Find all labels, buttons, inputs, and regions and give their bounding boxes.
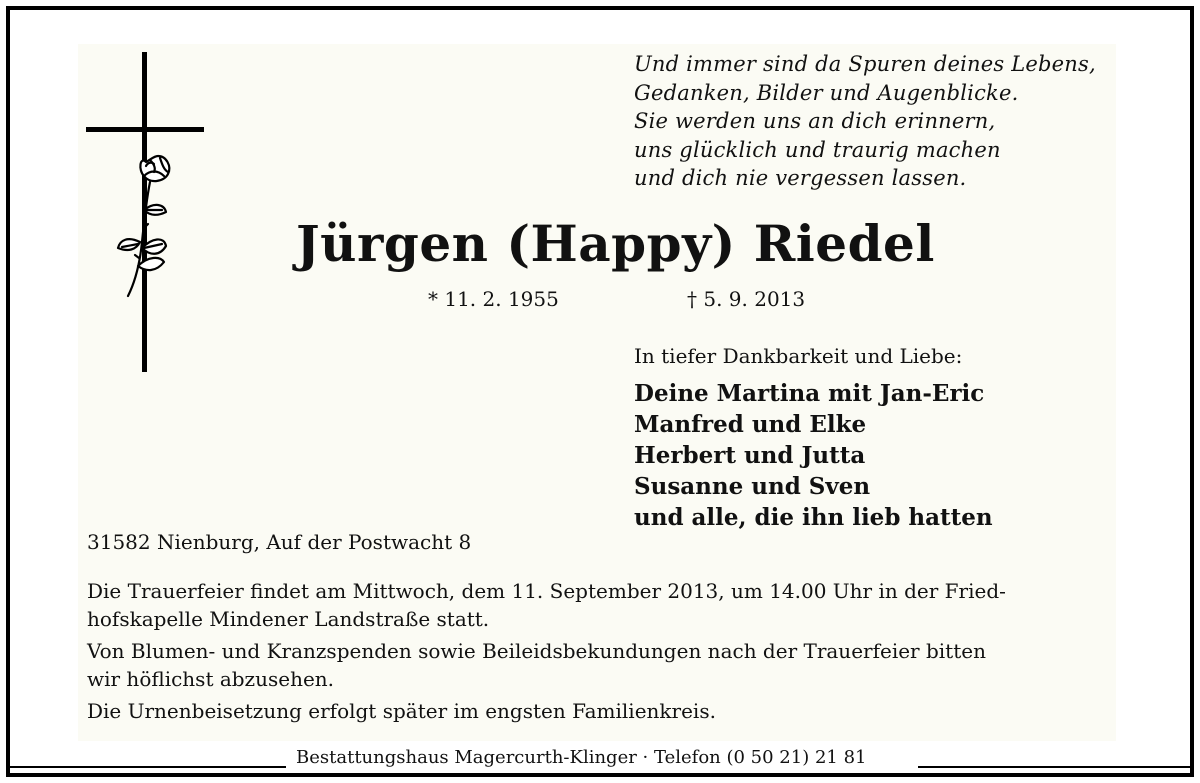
death-date: † 5. 9. 2013: [687, 287, 806, 311]
address: 31582 Nienburg, Auf der Postwacht 8: [87, 530, 472, 554]
mourner-name: Susanne und Sven: [634, 473, 871, 500]
mourner-name: Manfred und Elke: [634, 411, 867, 438]
funeral-notice: [87, 577, 1117, 725]
poem-line: Und immer sind da Spuren deines Lebens,: [634, 52, 1096, 76]
funeral-home-contact: Bestattungshaus Magercurth-Klinger · Telefon (0 50 21) 21 81: [296, 747, 867, 768]
deceased-name: Jürgen (Happy) Riedel: [296, 214, 935, 273]
birth-date: * 11. 2. 1955: [428, 287, 559, 311]
mourner-name: Herbert und Jutta: [634, 442, 866, 469]
notice-line: hofskapelle Mindener Landstraße statt.: [87, 607, 490, 631]
poem-line: Sie werden uns an dich erinnern,: [634, 109, 996, 133]
poem-line: Gedanken, Bilder und Augenblicke.: [634, 80, 1019, 105]
notice-line: wir höflichst abzusehen.: [87, 667, 335, 691]
footer-rule-right: [918, 766, 1190, 768]
poem-line: und dich nie vergessen lassen.: [634, 166, 967, 190]
mourner-name: und alle, die ihn lieb hatten: [634, 504, 993, 531]
mourner-name: Deine Martina mit Jan-Eric: [634, 380, 985, 407]
mourners-intro: In tiefer Dankbarkeit und Liebe:: [634, 344, 963, 368]
footer-rule-left: [10, 766, 286, 768]
notice-line: Die Trauerfeier findet am Mittwoch, dem 11. September 2013, um 14.00 Uhr in der Fried-: [87, 579, 1006, 603]
poem: [634, 50, 1096, 193]
notice-line: Von Blumen- und Kranzspenden sowie Beileidsbekundungen nach der Trauerfeier bitten: [87, 639, 986, 663]
mourners-list: [634, 378, 993, 533]
poem-line: uns glücklich und traurig machen: [634, 137, 1001, 162]
cross-icon: [84, 52, 208, 376]
notice-line: Die Urnenbeisetzung erfolgt später im engsten Familienkreis.: [87, 699, 716, 723]
